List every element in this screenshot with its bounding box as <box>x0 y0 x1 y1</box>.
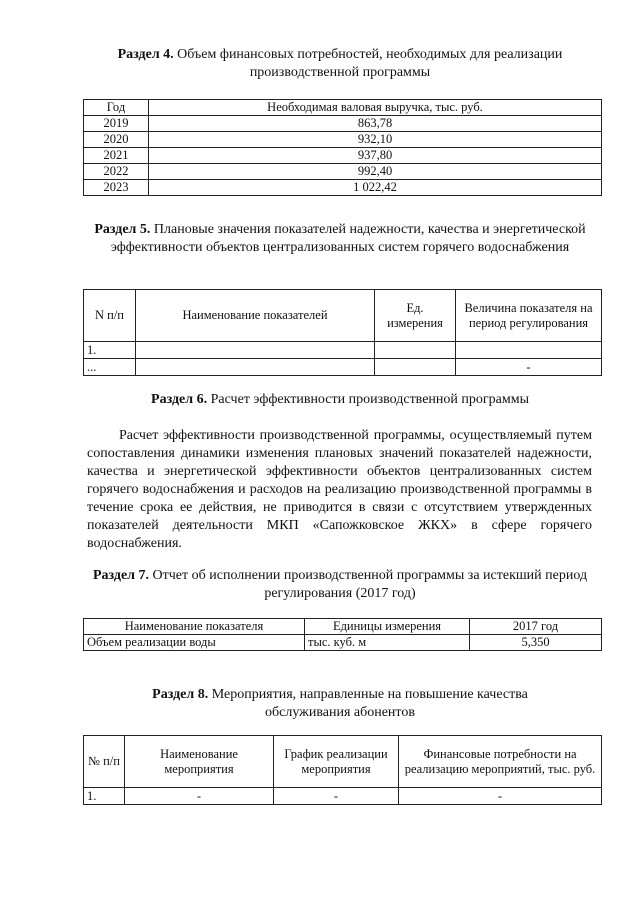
table-header-row <box>84 619 602 635</box>
indicator-cell <box>136 342 375 359</box>
number-cell: 1. <box>84 342 136 359</box>
column-header-unit: Единицы измерения <box>305 619 470 635</box>
column-header-revenue: Необходимая валовая выручка, тыс. руб. <box>149 100 602 116</box>
unit-cell: тыс. куб. м <box>305 635 470 651</box>
year-cell: 2019 <box>84 116 149 132</box>
section7-table <box>83 618 602 651</box>
section8-number: Раздел 8. <box>152 687 209 702</box>
column-header-schedule: График реализации мероприятия <box>274 736 399 788</box>
number-cell: ... <box>84 359 136 376</box>
revenue-cell: 992,40 <box>149 164 602 180</box>
value-cell <box>456 342 602 359</box>
year-cell: 2020 <box>84 132 149 148</box>
schedule-cell: - <box>274 788 399 805</box>
revenue-cell: 932,10 <box>149 132 602 148</box>
section6-title: Расчет эффективности производственной программы <box>207 392 529 407</box>
column-header-2017: 2017 год <box>470 619 602 635</box>
value-cell: - <box>456 359 602 376</box>
table-row <box>84 180 602 196</box>
table-row <box>84 788 602 805</box>
section4-title: Объем финансовых потребностей, необходимых для реализации производственной программы <box>173 47 563 80</box>
table-row <box>84 342 602 359</box>
unit-cell <box>375 342 456 359</box>
table-row <box>84 359 602 376</box>
table-header-row <box>84 100 602 116</box>
section5-heading <box>85 221 595 257</box>
section4-table <box>83 99 602 196</box>
section8-title: Мероприятия, направленные на повышение качества обслуживания абонентов <box>208 687 528 720</box>
revenue-cell: 937,80 <box>149 148 602 164</box>
year-cell: 2021 <box>84 148 149 164</box>
section4-number: Раздел 4. <box>117 47 174 62</box>
section6-paragraph: Расчет эффективности производственной программы, осуществляемый путем сопоставления динамики изменения плановых значений показателей надежности, качества и энергетической эффективности объектов централизованных систем горячего водоснабжения и расходов на реализацию производственной программы в течение срока ее действия, не приводится в связи с отсутствием утвержденных показателей деятельности МКП «Сапожковское ЖКХ» в сфере горячего водоснабжения. <box>87 428 592 551</box>
year-cell: 2022 <box>84 164 149 180</box>
section8-heading <box>110 686 570 722</box>
table-row <box>84 164 602 180</box>
section6-number: Раздел 6. <box>151 392 208 407</box>
table-header-row <box>84 736 602 788</box>
column-header-financing: Финансовые потребности на реализацию мероприятий, тыс. руб. <box>399 736 602 788</box>
indicator-cell: Объем реализации воды <box>84 635 305 651</box>
revenue-cell: 1 022,42 <box>149 180 602 196</box>
section6-heading <box>85 391 595 409</box>
unit-cell <box>375 359 456 376</box>
table-header-row <box>84 290 602 342</box>
financing-cell: - <box>399 788 602 805</box>
section4-heading <box>80 46 600 82</box>
column-header-value: Величина показателя на период регулирования <box>456 290 602 342</box>
column-header-number: № п/п <box>84 736 125 788</box>
revenue-cell: 863,78 <box>149 116 602 132</box>
column-header-indicator: Наименование показателя <box>84 619 305 635</box>
number-cell: 1. <box>84 788 125 805</box>
year-cell: 2023 <box>84 180 149 196</box>
table-row <box>84 132 602 148</box>
section7-number: Раздел 7. <box>92 568 150 583</box>
section5-table <box>83 289 602 376</box>
column-header-year: Год <box>84 100 149 116</box>
activity-cell: - <box>125 788 274 805</box>
value-cell: 5,350 <box>470 635 602 651</box>
section8-table <box>83 735 602 805</box>
column-header-number: N п/п <box>84 290 136 342</box>
section5-title: Плановые значения показателей надежности, качества и энергетической эффективности объектов централизованных систем горячего водоснабжения <box>110 222 586 255</box>
column-header-unit: Ед. измерения <box>375 290 456 342</box>
table-row <box>84 635 602 651</box>
table-row <box>84 148 602 164</box>
column-header-activity: Наименование мероприятия <box>125 736 274 788</box>
table-row <box>84 116 602 132</box>
column-header-indicator: Наименование показателей <box>136 290 375 342</box>
section5-number: Раздел 5. <box>94 222 151 237</box>
section7-title: Отчет об исполнении производственной программы за истекший период регулирования (2017 год) <box>149 568 588 601</box>
indicator-cell <box>136 359 375 376</box>
section7-heading <box>85 567 595 603</box>
